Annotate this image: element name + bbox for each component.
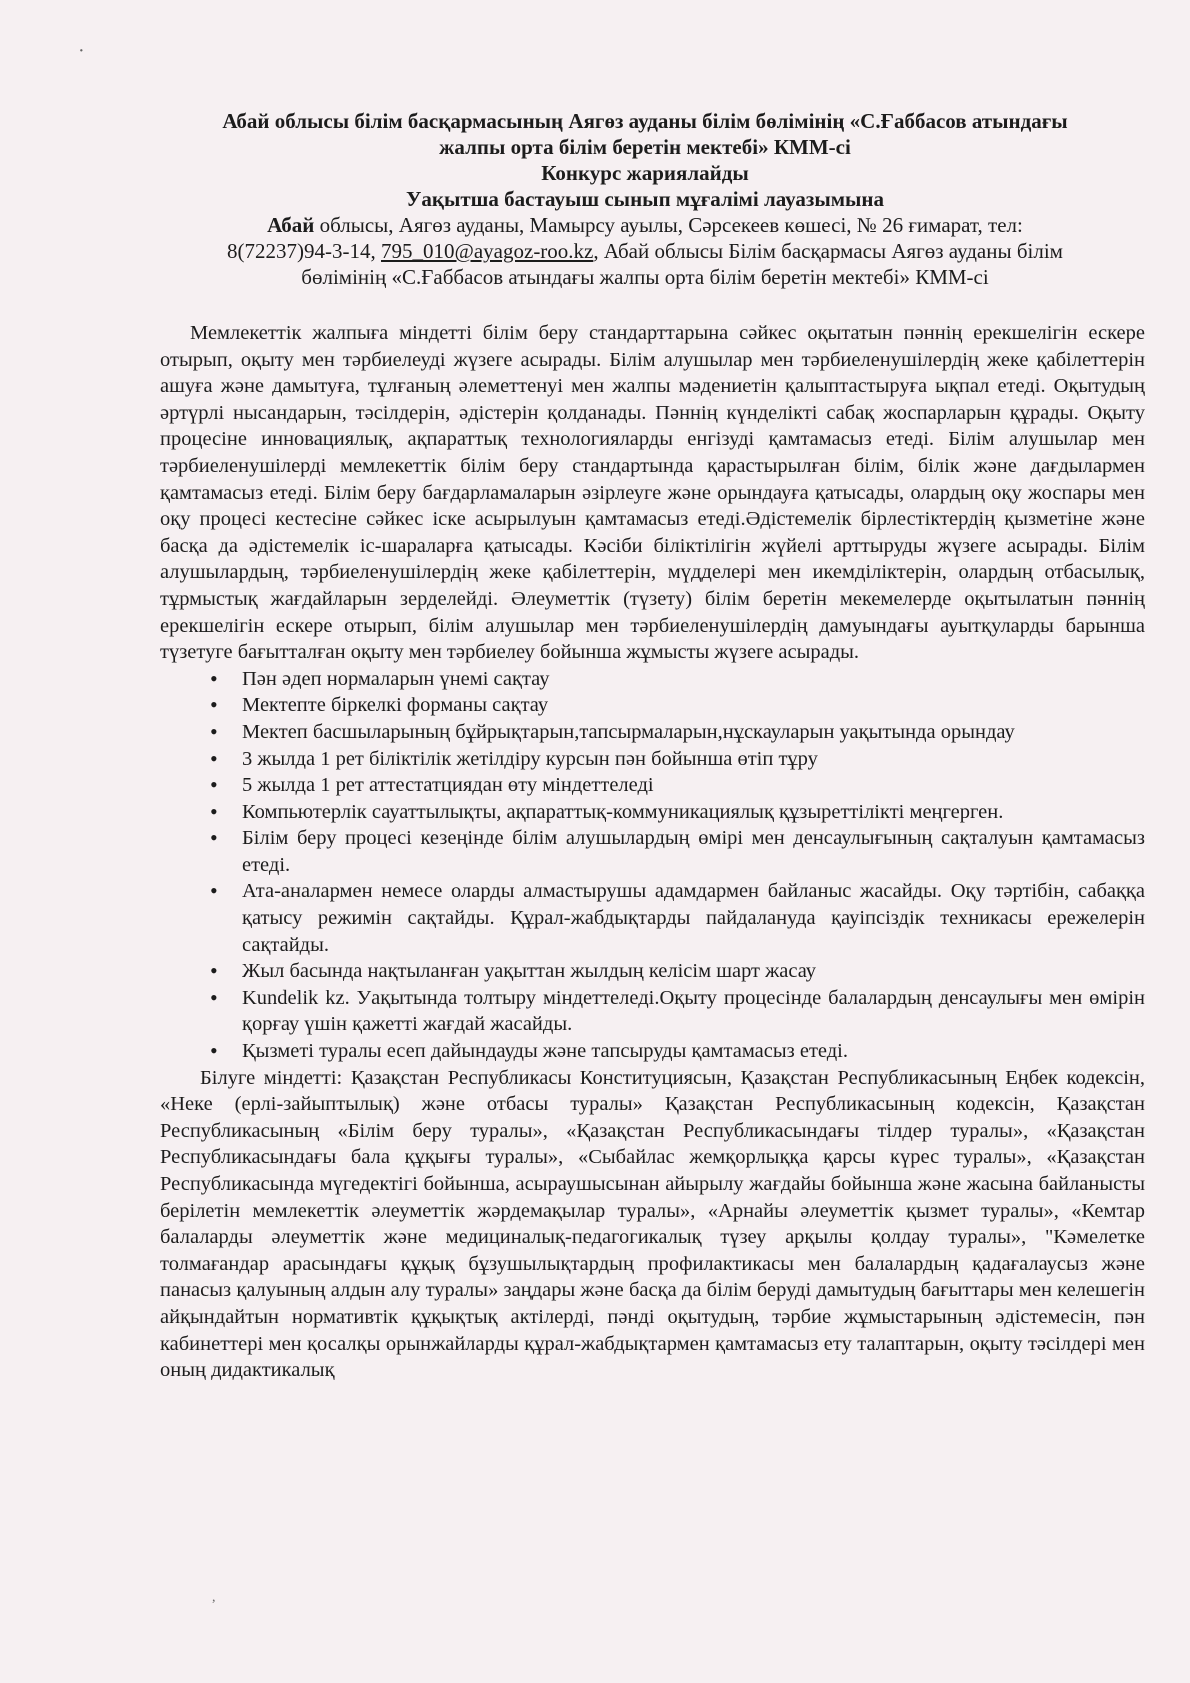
header-position-title: Уақытша бастауыш сынып мұғалімі лауазымына <box>405 187 885 211</box>
list-item: • Білім беру процесі кезеңінде білім алушылардың өмірі мен денсаулығының сақталуын қамтамасыз етеді. <box>210 825 1145 878</box>
header-address-line-3: бөлімінің «С.Ғаббасов атындағы жалпы орта білім беретін мектебі» КММ-сі <box>301 265 989 289</box>
intro-paragraph: Мемлекеттік жалпыға міндетті білім беру стандарттарына сәйкес оқытатын пәннің ерекшелігін ескере отырып, оқыту мен тәрбиелеуді жүзеге асырады. Білім алушылар мен тәрбиеленушілердің жеке қабілеттерін ашуға және дамытуға, тұлғаның әлеметтенуі мен жалпы мәдениетін қалыптастыруға ықпал етеді. Оқытудың әртүрлі нысандарын, тәсілдерін, әдістерін қолданады. Пәннің күнделікті сабақ жоспарларын құрады. Оқыту процесіне инновациялық, ақпараттық технологияларды енгізуді қамтамасыз етеді. Білім алушылар мен тәрбиеленушілерді мемлекеттік білім беру стандартында қарастырылған білім, білік және дағдылармен қамтамасыз етеді. Білім беру бағдарламаларын әзірлеуге және орындауға қатысады, олардың оқу жоспары мен оқу процесі кестесіне сәйкес іске асырылуын қамтамасыз етеді.Әдістемелік бірлестіктердің қызметіне және басқа да әдістемелік іс-шараларға қатысады. Кәсіби біліктілігін жүйелі арттыруды жүзеге асырады. Білім алушылардың, тәрбиеленушілердің жеке қабілеттерін, мүдделері мен икемділіктерін, олардың отбасылық, тұрмыстық жағдайларын зерделейді. Әлеуметтік (түзету) білім беретін мекемелерде оқытылатын пәннің ерекшелігін ескере отырып, білім алушылар мен тәрбиеленушілердің дамуындағы ауытқуларды барынша түзетуге бағытталған оқыту мен тәрбиелеу бойынша жұмысты жүзеге асырады. <box>160 322 1145 664</box>
email-link[interactable]: 795_010@ayagoz-roo.kz <box>381 239 594 263</box>
header-contacts <box>140 238 1150 264</box>
list-item: • Қызметі туралы есеп дайындауды және тапсыруды қамтамасыз етеді. <box>210 1038 1145 1065</box>
margin-mark: · <box>78 40 85 62</box>
address-rest: облысы, Аягөз ауданы, Мамырсу ауылы, Сәрсекеев көшесі, № 26 ғимарат, тел: <box>314 213 1023 237</box>
list-item: • Ата-аналармен немесе оларды алмастырушы адамдармен байланыс жасайды. Оқу тәртібін, сабаққа қатысу режимін сақтайды. Құрал-жабдықтарды пайдалануда қауіпсіздік техникасы ережелерін сақтайды. <box>210 878 1145 958</box>
header-line-3: Конкурс жариялайды <box>541 161 749 185</box>
list-item: • Компьютерлік сауаттылықты, ақпараттық-коммуникациялық құзыреттілікті меңгерген. <box>210 799 1145 826</box>
phone-number: 8(72237)94-3-14, <box>227 239 382 263</box>
document-header <box>140 108 1150 290</box>
margin-mark: , <box>212 1590 216 1605</box>
knowledge-paragraph: Білуге міндетті: Қазақстан Республикасы Конституциясын, Қазақстан Республикасының Еңбек кодексін, «Неке (ерлі-зайыптылық) және отбасы туралы» Қазақстан Республикасының кодексін, Қазақстан Республикасының «Білім беру туралы», «Қазақстан Республикасындағы тілдер туралы», «Қазақстан Республикасындағы бала құқығы туралы», «Сыбайлас жемқорлыққа қарсы күрес туралы», «Қазақстан Республикасында мүгедектігі бойынша, асыраушысынан айырылу жағдайы бойынша және жасына байланысты берілетін мемлекеттік әлеуметтік жәрдемақылар туралы», «Арнайы әлеуметтік қызмет туралы», «Кемтар балаларды әлеуметтік және медициналық-педагогикалық түзеу арқылы қолдау туралы», "Кәмелетке толмағандар арасындағы құқық бұзушылықтардың профилактикасы мен балалардың қадағалаусыз және панасыз қалуының алдын алу туралы» заңдары және басқа да білім беруді дамытудың бағыттары мен келешегін айқындайтын нормативтік құқықтық актілерді, пәнді оқытудың, тәрбие жұмыстарының әдістемесін, пән кабинеттері мен қосалқы орынжайларды құрал-жабдықтармен қамтамасыз ету талаптарын, оқыту тәсілдері мен оның дидактикалық <box>160 1066 1145 1382</box>
header-address <box>140 212 1150 238</box>
document-body <box>160 320 1145 1384</box>
list-item: • Kundelik kz. Уақытында толтыру міндеттеледі.Оқыту процесінде балалардың денсаулығы мен өмірін қорғау үшін қажетті жағдай жасайды. <box>210 985 1145 1038</box>
list-item: • Жыл басында нақтыланған уақыттан жылдың келісім шарт жасау <box>210 958 1145 985</box>
header-line-2: жалпы орта білім беретін мектебі» КММ-сі <box>439 135 851 159</box>
duties-list <box>160 666 1145 1065</box>
list-item: • Мектеп басшыларының бұйрықтарын,тапсырмаларын,нұскауларын уақытында орындау <box>210 719 1145 746</box>
list-item: • Пән әдеп нормаларын үнемі сақтау <box>210 666 1145 693</box>
list-item: • 5 жылда 1 рет аттестатциядан өту міндеттеледі <box>210 772 1145 799</box>
address-region-bold: Абай <box>267 213 315 237</box>
list-item: • 3 жылда 1 рет біліктілік жетілдіру курсын пән бойынша өтіп тұру <box>210 746 1145 773</box>
header-line-1: Абай облысы білім басқармасының Аягөз ауданы білім бөлімінің «С.Ғаббасов атындағы <box>222 109 1068 133</box>
address-tail: , Абай облысы Білім басқармасы Аягөз ауданы білім <box>593 239 1063 263</box>
list-item: • Мектепте біркелкі форманы сақтау <box>210 692 1145 719</box>
